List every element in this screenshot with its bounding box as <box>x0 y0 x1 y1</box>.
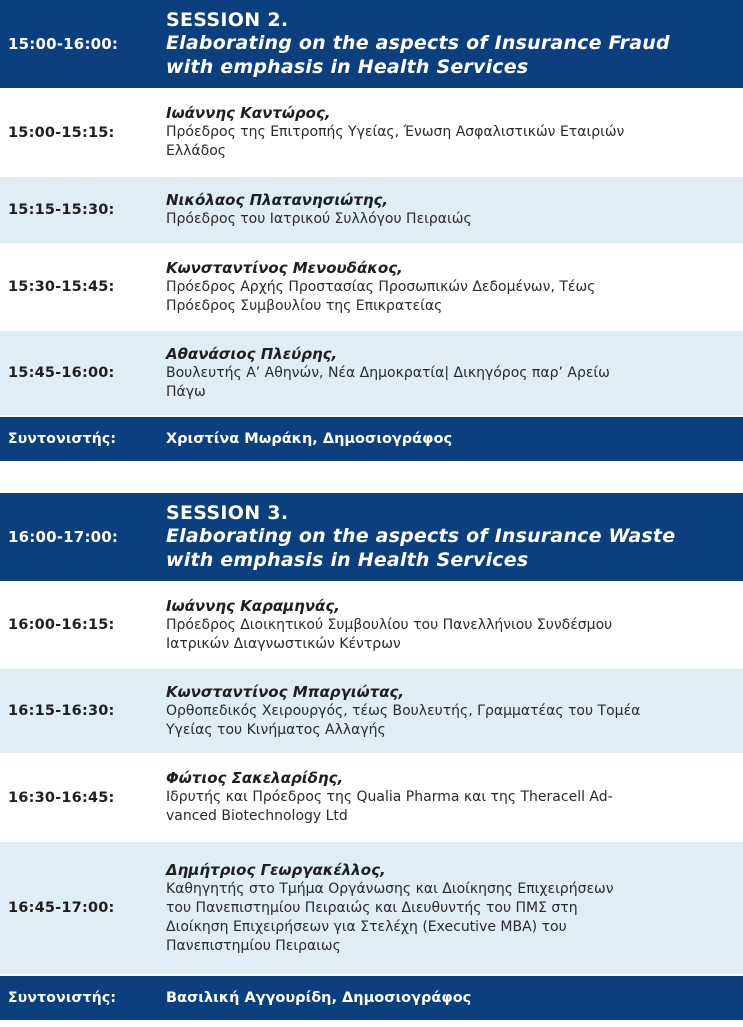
speaker-role-line: Πρόεδρος του Ιατρικού Συλλόγου Πειραιώς <box>166 211 472 227</box>
speaker-name: Δημήτριος Γεωργακέλλος, <box>166 860 386 879</box>
speaker-name: Κωνσταντίνος Μενουδάκος, <box>166 258 403 277</box>
speaker-name: Κωνσταντίνος Μπαργιώτας, <box>166 682 405 701</box>
slot-time: 15:30-15:45: <box>8 279 115 295</box>
session-subtitle-line: with emphasis in Health Services <box>166 548 529 571</box>
speaker-role-line: Καθηγητής στο Τμήμα Οργάνωσης και Διοίκησης Επιχειρήσεων <box>166 880 614 897</box>
speaker-role-line: Πρόεδρος Συμβουλίου της Επικρατείας <box>166 297 443 314</box>
moderator-row <box>0 976 743 1020</box>
slot-time: 15:45-16:00: <box>8 365 115 381</box>
speaker-name: Ιωάννης Καντώρος, <box>166 104 331 122</box>
speaker-role-line: Πρόεδρος της Επιτροπής Υγείας, Ένωση Ασφαλιστικών Εταιριών <box>166 124 625 140</box>
speaker-role-line: Πρόεδρος Διοικητικού Συμβουλίου του Πανελλήνιου Συνδέσμου <box>166 616 613 633</box>
session-header <box>0 0 743 88</box>
speaker-role-line: Πρόεδρος Αρχής Προστασίας Προσωπικών Δεδομένων, Τέως <box>166 278 596 295</box>
speaker-role-line: Ιατρικών Διαγνωστικών Κέντρων <box>166 635 401 652</box>
moderator-name: Χριστίνα Μωράκη, Δημοσιογράφος <box>166 431 453 447</box>
slot-time: 15:00-15:15: <box>8 124 115 141</box>
session-time: 16:00-17:00: <box>8 528 119 546</box>
speaker-role-line: Υγείας του Κινήματος Αλλαγής <box>166 721 386 738</box>
moderator-name: Βασιλική Αγγουρίδη, Δημοσιογράφος <box>166 990 472 1006</box>
speaker-name: Ιωάννης Καραμηνάς, <box>166 596 340 615</box>
slot-time: 16:15-16:30: <box>8 703 115 719</box>
speaker-name: Φώτιος Σακελαρίδης, <box>166 769 344 787</box>
speaker-name: Αθανάσιος Πλεύρης, <box>166 344 338 363</box>
slot-time: 16:00-16:15: <box>8 617 115 633</box>
speaker-row <box>0 583 743 667</box>
speaker-role-line: του Πανεπιστημίου Πειραιώς και Διευθυντής του ΠΜΣ στη <box>166 899 578 916</box>
moderator-row <box>0 417 743 461</box>
session-subtitle-line: with emphasis in Health Services <box>166 55 529 78</box>
moderator-label: Συντονιστής: <box>8 990 117 1006</box>
session-time: 15:00-16:00: <box>8 35 119 53</box>
speaker-row <box>0 177 743 243</box>
speaker-role-line: Πανεπιστημίου Πειραιως <box>166 937 341 954</box>
speaker-role-line: Διοίκηση Επιχειρήσεων για Στελέχη (Executive MBA) του <box>166 918 567 935</box>
slot-time: 15:15-15:30: <box>8 202 115 218</box>
session-title: SESSION 2. <box>166 8 289 31</box>
speaker-role-line: Βουλευτής Α’ Αθηνών, Νέα Δημοκρατία| Δικηγόρος παρ’ Αρείω <box>166 364 610 381</box>
moderator-label: Συντονιστής: <box>8 431 117 447</box>
slot-time: 16:45-17:00: <box>8 900 115 916</box>
session-header <box>0 493 743 581</box>
speaker-role-line: Πάγω <box>166 383 206 400</box>
session-subtitle-line: Elaborating on the aspects of Insurance Fraud <box>166 31 670 54</box>
speaker-role-line: Ελλάδος <box>166 143 226 159</box>
speaker-row <box>0 90 743 175</box>
speaker-row <box>0 755 743 840</box>
speaker-role-line: Ιδρυτής και Πρόεδρος της Qualia Pharma και της Theracell Ad- <box>166 789 613 805</box>
speaker-role-line: vanced Biotechnology Ltd <box>166 808 348 824</box>
speaker-row <box>0 245 743 329</box>
speaker-row <box>0 842 743 974</box>
session-title: SESSION 3. <box>166 501 289 524</box>
slot-time: 16:30-16:45: <box>8 789 115 806</box>
speaker-row <box>0 331 743 415</box>
speaker-name: Νικόλαος Πλατανησιώτης, <box>166 191 389 209</box>
session-subtitle-line: Elaborating on the aspects of Insurance Waste <box>166 524 676 547</box>
speaker-row <box>0 669 743 753</box>
speaker-role-line: Ορθοπεδικός Χειρουργός, τέως Βουλευτής, Γραμματέας του Τομέα <box>166 702 641 719</box>
